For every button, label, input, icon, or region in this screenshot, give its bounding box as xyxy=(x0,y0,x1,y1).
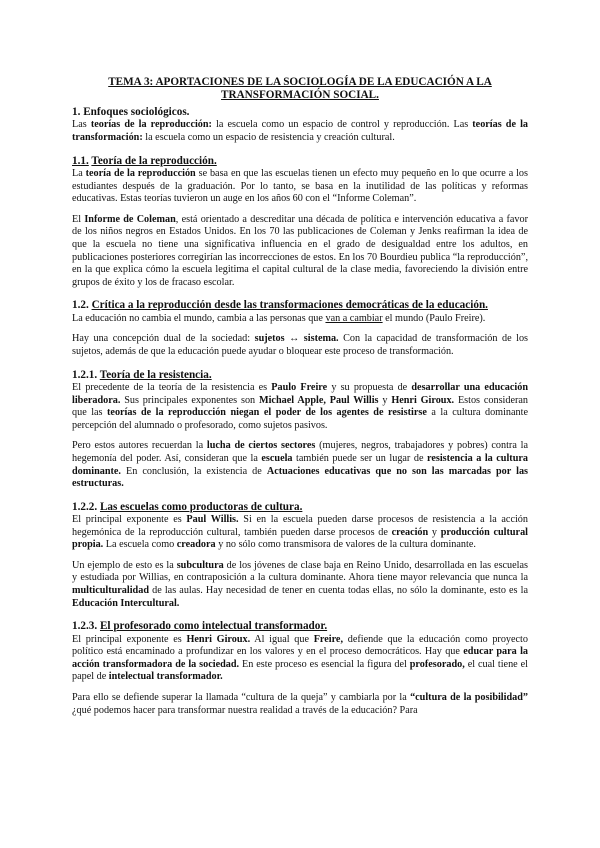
section-1-2-title: Crítica a la reproducción desde las transformaciones democráticas de la educación. xyxy=(91,299,488,312)
emphasis-text: subcultura xyxy=(176,559,224,571)
emphasis-text: teoría de la reproducción xyxy=(85,168,196,179)
text-run: La xyxy=(72,168,86,179)
text-run: y no sólo como transmisora de valores de la cultura dominante. xyxy=(215,539,476,551)
emphasis-text: sujetos ↔ sistema. xyxy=(254,333,339,345)
text-run: Para ello se defiende superar la llamada “cultura de la queja” y cambiarla por la xyxy=(72,692,411,704)
emphasis-text: Henri Giroux. xyxy=(391,394,455,406)
emphasis-text: creación xyxy=(391,526,429,538)
emphasis-text: resistencia a la cultura dominante. xyxy=(72,452,528,477)
section-1-heading: 1. Enfoques sociológicos. xyxy=(72,106,190,118)
section-1-2-2-paragraph-2 xyxy=(72,560,528,610)
emphasis-text: intelectual transformador. xyxy=(108,671,223,683)
text-run: defiende que la educación como proyecto político está encaminado a profundizar en los valores y en el proceso democráticos. Hay que xyxy=(72,633,528,658)
emphasis-text: Freire, xyxy=(313,633,344,645)
text-run: ¿qué podemos hacer para transformar nuestra realidad a través de la educación? Para xyxy=(72,704,418,716)
section-1-2-1-title: Teoría de la resistencia. xyxy=(99,368,212,381)
section-1-2-1-paragraph-1 xyxy=(72,382,528,432)
emphasis-text: profesorado, xyxy=(409,658,465,670)
text-run: Hay una concepción dual de la sociedad: xyxy=(72,333,255,345)
section-1-2-2-heading xyxy=(72,501,528,514)
text-run: En conclusión, la existencia de xyxy=(120,465,267,477)
emphasis-text: teorías de la reproducción: xyxy=(90,119,212,131)
emphasis-text: Paulo Freire xyxy=(271,381,328,393)
section-1-2-paragraph-1 xyxy=(72,313,528,326)
text-run: El principal exponente es xyxy=(72,514,187,526)
text-run: el mundo (Paulo Freire). xyxy=(382,312,486,324)
underlined-text: van a cambiar xyxy=(325,312,383,324)
section-1-2-3-heading xyxy=(72,620,528,633)
emphasis-text: teorías de la transformación: xyxy=(72,119,529,143)
text-run: , está orientado a descreditar una década de política e intervención educativa a favor de los niños negros en Estados Unidos. En los 70 las publicaciones de Coleman y Jenks reafirman la idea de que la escuela no tiene una significativa influencia en el grado de desigualdad entre los adultos, en publicaciones posteriores corregirían las incorrecciones de estos. En los 70 Bourdieu publica “la reproducción”, en la que explica cómo la escuela legitima el capital cultural de la clase media, favoreciendo la división entre grupos de éxito y los de fracaso escolar. xyxy=(72,213,528,288)
text-run: a la cultura dominante percepción del alumnado o profesorado, como sujetos pasivos. xyxy=(72,407,528,431)
section-1-1-number: 1.1. xyxy=(72,154,89,167)
emphasis-text: lucha de ciertos sectores xyxy=(206,440,316,452)
emphasis-text: “cultura de la posibilidad” xyxy=(410,692,528,704)
section-1-2-3-title: El profesorado como intelectual transformador. xyxy=(99,620,328,633)
section-1-1-paragraph-1 xyxy=(72,168,528,206)
section-1-2-1-paragraph-2 xyxy=(72,440,528,490)
emphasis-text: Henri Giroux. xyxy=(186,633,251,645)
section-1-2-3-paragraph-1 xyxy=(72,634,528,684)
emphasis-text: multiculturalidad xyxy=(72,585,149,597)
section-1-paragraph xyxy=(72,119,528,144)
section-1-1-heading xyxy=(72,155,528,168)
text-run: La educación no cambia el mundo, cambia a las personas que xyxy=(72,312,326,324)
section-1-2-1-heading xyxy=(72,369,528,382)
section-1-2-2-number: 1.2.2. xyxy=(72,500,98,513)
text-run: Un ejemplo de esto es la xyxy=(72,559,177,571)
text-run: la escuela como un espacio de resistencia y creación cultural. xyxy=(142,132,395,143)
text-run: Al igual que xyxy=(250,633,314,645)
emphasis-text: Actuaciones educativas que no son las marcadas por las estructuras. xyxy=(72,465,528,490)
document-title: TEMA 3: APORTACIONES DE LA SOCIOLOGÍA DE LA EDUCACIÓN A LA TRANSFORMACIÓN SOCIAL. xyxy=(108,76,492,101)
text-run: En este proceso es esencial la figura del xyxy=(239,658,410,670)
text-run: Sus principales exponentes son xyxy=(120,394,259,406)
emphasis-text: desarrollar una educación liberadora. xyxy=(72,381,529,406)
section-1-2-1-number: 1.2.1. xyxy=(72,368,98,381)
emphasis-text: producción cultural propia. xyxy=(72,526,528,551)
text-run: (mujeres, negros, trabajadores y pobres) contra la hegemonía del poder. Así, consideran que la xyxy=(72,440,528,464)
section-1-2-heading xyxy=(72,299,528,312)
section-1-2-3-number: 1.2.3. xyxy=(72,620,98,633)
emphasis-text: Paul Willis. xyxy=(186,514,239,526)
emphasis-text: Informe de Coleman xyxy=(84,213,176,225)
section-1-2-number: 1.2. xyxy=(72,299,89,312)
text-run: y su propuesta de xyxy=(327,381,412,393)
emphasis-text: Michael Apple, Paul Willis xyxy=(258,394,379,406)
text-run: la escuela como un espacio de control y reproducción. Las xyxy=(211,119,473,131)
text-run: Estos consideran que las xyxy=(72,394,528,419)
text-run: y xyxy=(378,394,392,406)
section-1-2-paragraph-2 xyxy=(72,333,528,358)
text-run: El precedente de la teoría de la resistencia es xyxy=(72,381,272,393)
text-run: Si en la escuela pueden darse procesos de resistencia a la acción hegemónica de la reproducción cultural, también pueden darse procesos de xyxy=(72,514,528,538)
text-run: Las xyxy=(72,119,91,131)
emphasis-text: escuela xyxy=(261,452,293,464)
document-body xyxy=(72,76,528,717)
text-run: Con la capacidad de transformación de los sujetos, además de que la educación puede ayudar o bloquear este proceso de transformación. xyxy=(72,333,529,357)
text-run: el cual tiene el papel de xyxy=(72,658,528,683)
text-run: La escuela como xyxy=(103,539,177,551)
emphasis-text: educar para la acción transformadora de la sociedad. xyxy=(72,646,528,670)
emphasis-text: teorías de la reproducción niegan el poder de los agentes de resistirse xyxy=(107,407,427,419)
text-run: se basa en que las escuelas tienen un efecto muy pequeño en lo que ocurre a los estudiantes después de la graduación. Por lo tanto, se basa en la inutilidad de las políticas y reformas educativas. Estas teorías tuvieron un auge en los años 60 con el “Informe Coleman”. xyxy=(72,168,528,205)
text-run: El principal exponente es xyxy=(72,633,187,645)
section-1-2-2-title: Las escuelas como productoras de cultura. xyxy=(99,500,303,513)
section-1-2-3-paragraph-2 xyxy=(72,692,528,717)
text-run: de las aulas. Hay necesidad de tener en cuenta todas ellas, no sólo la dominante, esto es la xyxy=(148,585,528,597)
text-run: de los jóvenes de clase baja en Reino Unido, desarrollada en las escuelas y estudiada por Willias, en contraposición a la cultura dominante. Ahora tiene mayor relevancia que nunca la xyxy=(72,559,528,584)
emphasis-text: creadora xyxy=(176,539,216,551)
text-run: Pero estos autores recuerdan la xyxy=(72,440,207,452)
section-1-1-paragraph-2 xyxy=(72,214,528,290)
emphasis-text: Educación Intercultural. xyxy=(72,597,180,609)
text-run: y xyxy=(428,526,441,538)
text-run: El xyxy=(72,213,85,225)
section-1-1-title: Teoría de la reproducción. xyxy=(91,154,217,167)
text-run: también puede ser un lugar de xyxy=(292,452,428,464)
section-1-2-2-paragraph-1 xyxy=(72,514,528,552)
